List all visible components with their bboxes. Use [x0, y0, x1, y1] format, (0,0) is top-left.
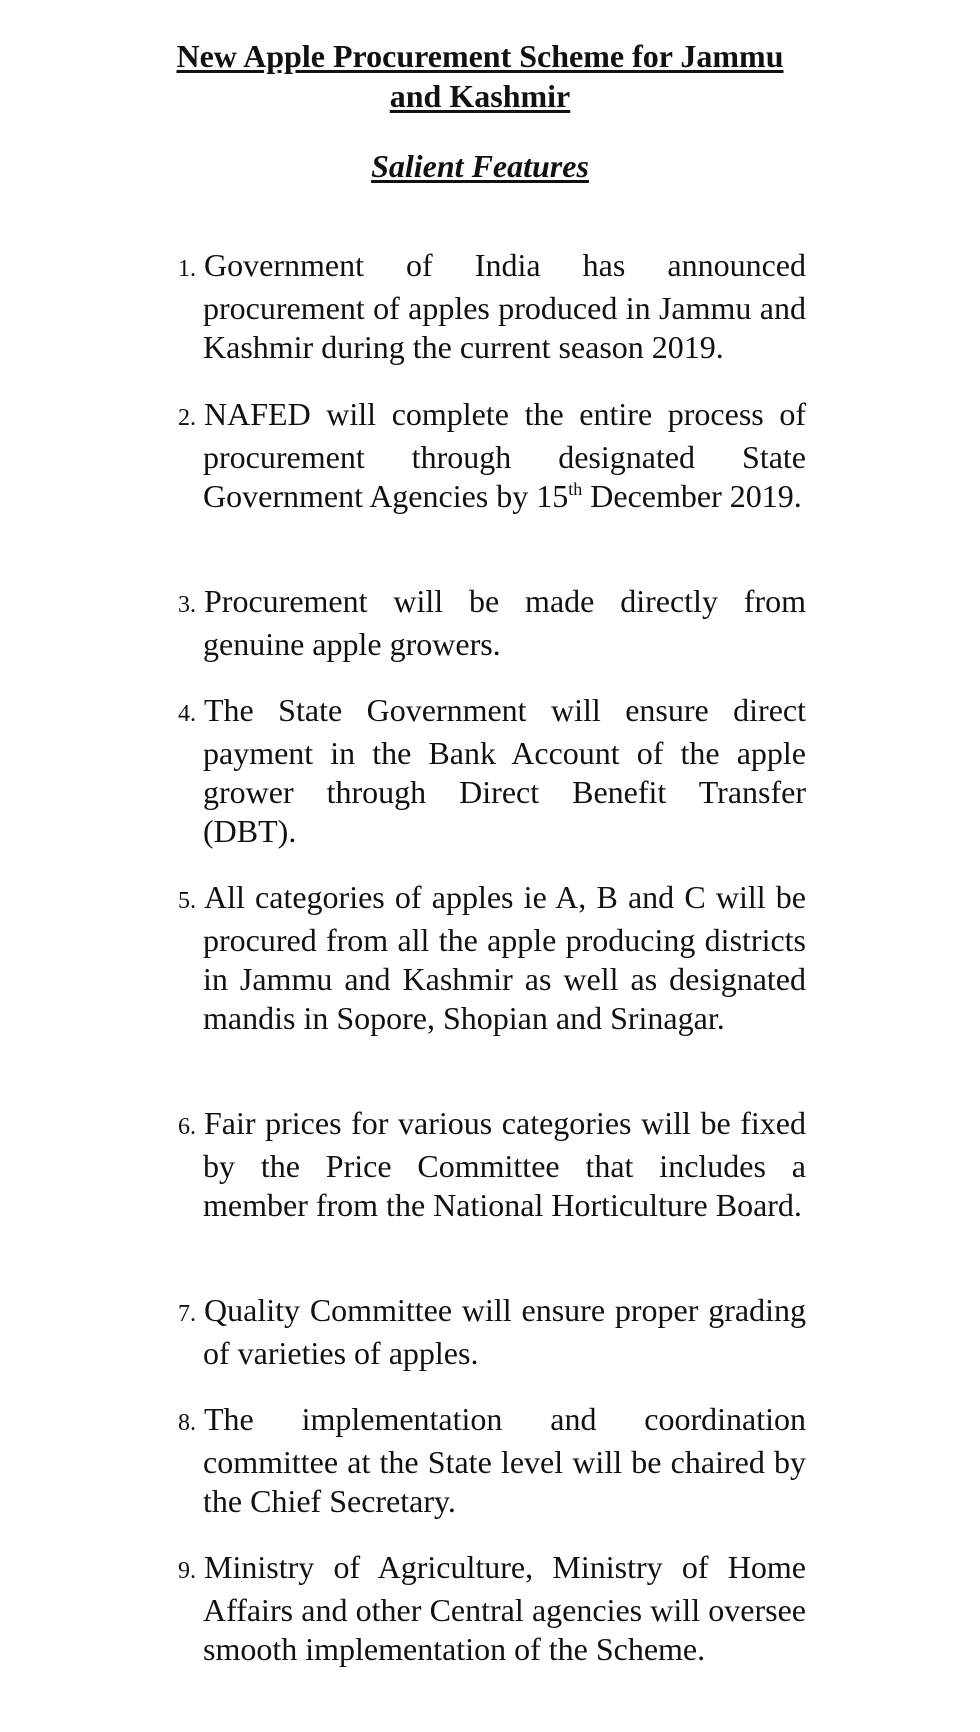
item-number: 5.: [178, 888, 196, 914]
document-title: New Apple Procurement Scheme for Jammu and Kashmir: [176, 38, 784, 114]
feature-item-1: [178, 246, 806, 367]
item-number: 3.: [178, 592, 196, 618]
item-text: All categories of apples ie A, B and C will be procured from all the apple producing districts in Jammu and Kashmir as well as designated mandis in Sopore, Shopian and Srinagar.: [203, 879, 806, 1036]
item-number: 8.: [178, 1410, 196, 1436]
feature-item-9: [178, 1548, 806, 1669]
feature-item-7: [178, 1291, 806, 1373]
item-text-after: December 2019.: [582, 478, 802, 514]
item-number: 6.: [178, 1114, 196, 1140]
feature-item-4: [178, 691, 806, 851]
item-number: 2.: [178, 405, 196, 431]
item-text: The implementation and coordination committee at the State level will be chaired by the Chief Secretary.: [203, 1401, 806, 1519]
item-number: 7.: [178, 1301, 196, 1327]
feature-item-8: [178, 1400, 806, 1521]
item-text: Ministry of Agriculture, Ministry of Home Affairs and other Central agencies will oversee smooth implementation of the Scheme.: [203, 1549, 806, 1667]
item-text: Government of India has announced procurement of apples produced in Jammu and Kashmir during the current season 2019.: [203, 247, 806, 365]
item-text: Procurement will be made directly from genuine apple growers.: [203, 583, 806, 662]
item-number: 9.: [178, 1558, 196, 1584]
item-text: Quality Committee will ensure proper grading of varieties of apples.: [203, 1292, 806, 1371]
item-text: Fair prices for various categories will be fixed by the Price Committee that includes a member from the National Horticulture Board.: [203, 1105, 806, 1223]
item-superscript: th: [568, 479, 583, 499]
feature-item-2: [178, 395, 806, 516]
item-text: The State Government will ensure direct payment in the Bank Account of the apple grower through Direct Benefit Transfer (DBT).: [203, 692, 806, 849]
item-text-before: NAFED will complete the entire process of procurement through designated State Government Agencies by 15: [203, 396, 806, 514]
feature-item-5: [178, 878, 806, 1038]
feature-item-6: [178, 1104, 806, 1225]
item-number: 4.: [178, 701, 196, 727]
document-subtitle: Salient Features: [371, 148, 589, 184]
feature-item-3: [178, 582, 806, 664]
item-number: 1.: [178, 256, 196, 282]
